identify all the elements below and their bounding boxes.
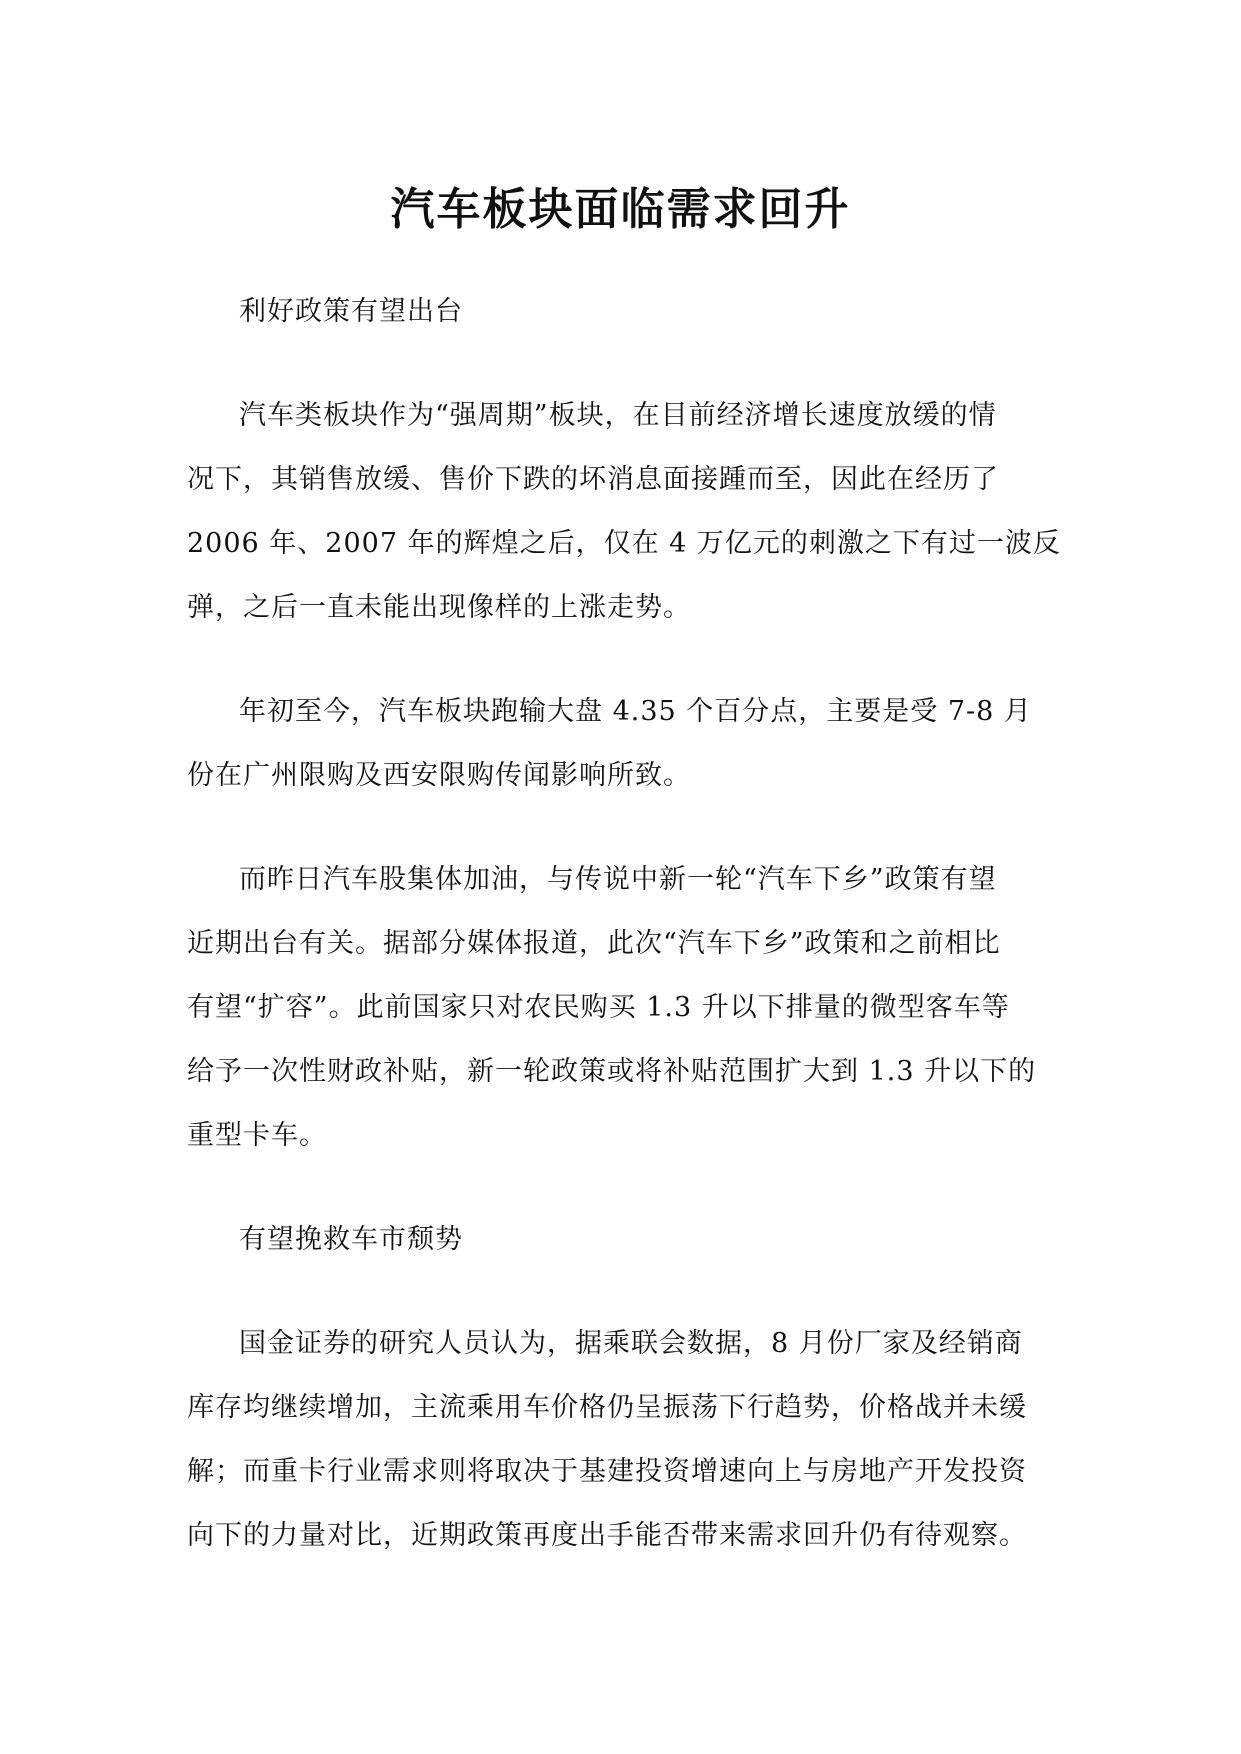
- paragraph-line: 汽车类板块作为“强周期”板块，在目前经济增长速度放缓的情: [239, 400, 997, 431]
- paragraph-line: 年初至今，汽车板块跑输大盘 4.35 个百分点，主要是受 7-8 月: [239, 696, 1032, 727]
- paragraph-line: 弹，之后一直未能出现像样的上涨走势。: [187, 592, 691, 623]
- paragraph-line: 有望“扩容”。此前国家只对农民购买 1.3 升以下排量的微型客车等: [187, 992, 1010, 1023]
- paragraph-2: [187, 680, 1055, 808]
- paragraph-line: 向下的力量对比，近期政策再度出手能否带来需求回升仍有待观察。: [187, 1520, 1027, 1551]
- paragraph-line: 况下，其销售放缓、售价下跌的坏消息面接踵而至，因此在经历了: [187, 464, 999, 495]
- paragraph-line: 国金证券的研究人员认为，据乘联会数据，8 月份厂家及经销商: [239, 1328, 1023, 1359]
- paragraph-line: 重型卡车。: [187, 1120, 327, 1151]
- document-body: [187, 280, 1061, 1608]
- paragraph-3: [187, 848, 1055, 1168]
- paragraph-1: [187, 384, 1061, 640]
- paragraph-line: 近期出台有关。据部分媒体报道，此次“汽车下乡”政策和之前相比: [187, 928, 1001, 959]
- paragraph-line: 而昨日汽车股集体加油，与传说中新一轮“汽车下乡”政策有望: [239, 864, 997, 895]
- section-heading-policy: 利好政策有望出台: [239, 296, 463, 327]
- paragraph-line: 库存均继续增加，主流乘用车价格仍呈振荡下行趋势，价格战并未缓: [187, 1392, 1027, 1423]
- paragraph-line: 给予一次性财政补贴，新一轮政策或将补贴范围扩大到 1.3 升以下的: [187, 1056, 1037, 1087]
- paragraph-4: [187, 1312, 1055, 1568]
- paragraph-line: 2006 年、2007 年的辉煌之后，仅在 4 万亿元的刺激之下有过一波反: [187, 528, 1061, 559]
- paragraph-line: 解；而重卡行业需求则将取决于基建投资增速向上与房地产开发投资: [187, 1456, 1027, 1487]
- document-title: 汽车板块面临需求回升: [390, 184, 851, 235]
- paragraph-line: 份在广州限购及西安限购传闻影响所致。: [187, 760, 691, 791]
- section-heading-market: 有望挽救车市颓势: [239, 1224, 463, 1255]
